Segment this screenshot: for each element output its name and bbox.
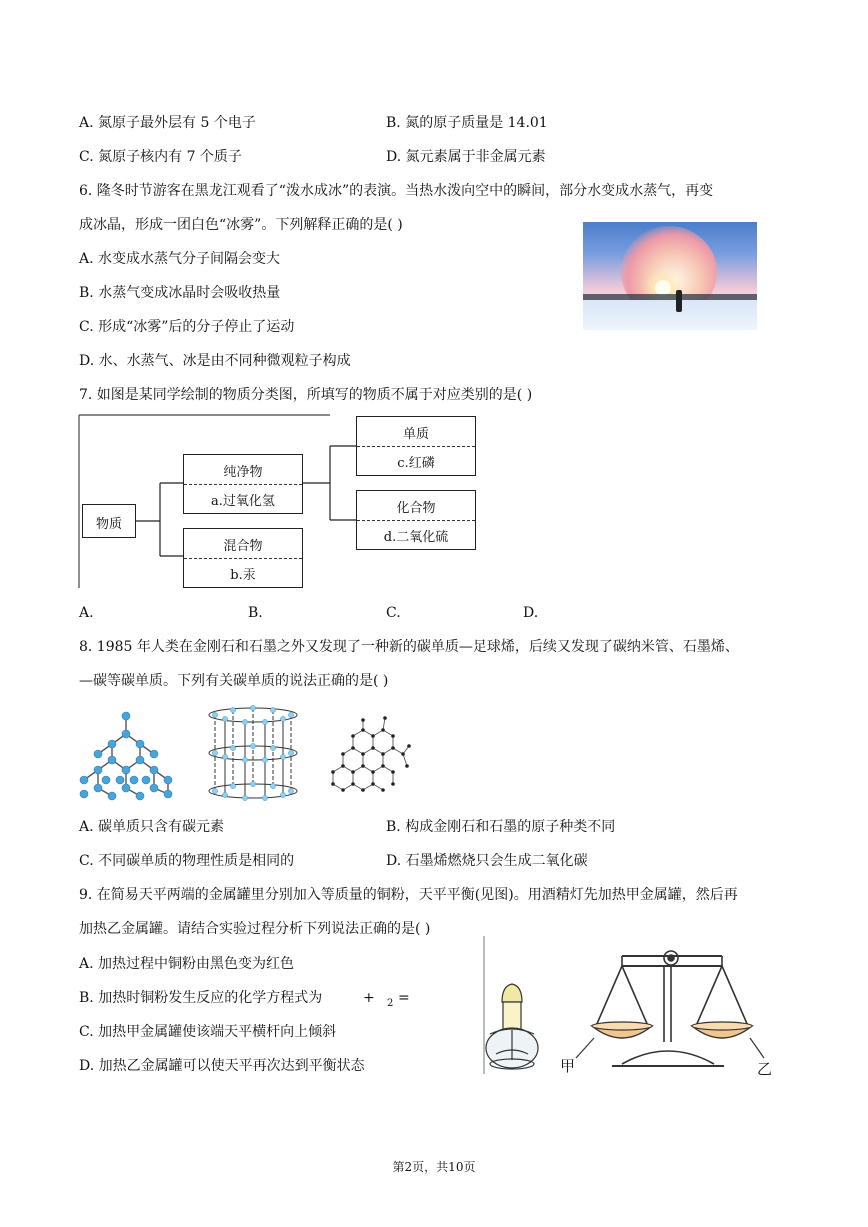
node-substance-label: 物质 <box>95 517 122 532</box>
right-pan-icon <box>692 1022 752 1038</box>
q7-option-a: A. <box>79 605 94 621</box>
q9-stem-line2: 加热乙金属罐。请结合实验过程分析下列说法正确的是( ) <box>79 921 431 937</box>
q8-option-b: B. 构成金刚石和石墨的原子种类不同 <box>386 819 616 835</box>
node-mixture-example: b.汞 <box>230 568 256 583</box>
q8-option-c: C. 不同碳单质的物理性质是相同的 <box>79 853 295 869</box>
q9-option-c: C. 加热甲金属罐使该端天平横杆向上倾斜 <box>79 1024 337 1040</box>
node-element-example: c.红磷 <box>397 456 435 471</box>
node-mixture-label: 混合物 <box>223 539 263 554</box>
graphite-structure-figure <box>203 705 305 801</box>
q5-option-c: C. 氮原子核内有 7 个质子 <box>79 149 242 165</box>
q9-equation-plus: + <box>363 990 375 1006</box>
q6-stem-line2: 成冰晶，形成一团白色“冰雾”。下列解释正确的是( ) <box>79 217 403 233</box>
node-substance <box>82 504 136 538</box>
q5-option-b: B. 氮的原子质量是 14.01 <box>386 115 548 131</box>
q8-option-a: A. 碳单质只含有碳元素 <box>79 819 225 835</box>
q8-option-d: D. 石墨烯燃烧只会生成二氧化碳 <box>386 853 588 869</box>
q7-option-d: D. <box>523 605 539 621</box>
node-compound-example: d.二氧化硫 <box>383 530 449 545</box>
q5-option-a: A. 氮原子最外层有 5 个电子 <box>79 115 256 131</box>
q9-stem-line1: 9. 在简易天平两端的金属罐里分别加入等质量的铜粉，天平平衡(见图)。用酒精灯先加热甲金属罐，然后再 <box>79 887 738 903</box>
q9-option-a: A. 加热过程中铜粉由黑色变为红色 <box>79 956 295 972</box>
balance-label-jia: 甲 <box>560 1057 576 1075</box>
q6-option-a: A. 水变成水蒸气分子间隔会变大 <box>79 251 281 267</box>
node-mixture <box>183 528 303 588</box>
node-compound <box>356 490 476 550</box>
balance-label-yi: 乙 <box>757 1060 773 1078</box>
q7-option-b: B. <box>248 605 263 621</box>
q9-option-b: B. 加热时铜粉发生反应的化学方程式为 <box>79 990 323 1006</box>
q9-equation-subscript: 2 <box>387 998 394 1009</box>
node-element <box>356 416 476 476</box>
q6-option-d: D. 水、水蒸气、冰是由不同种微观粒子构成 <box>79 353 351 369</box>
q9-option-d: D. 加热乙金属罐可以使天平再次达到平衡状态 <box>79 1058 365 1074</box>
q8-stem-line1: 8. 1985 年人类在金刚石和石墨之外又发现了一种新的碳单质—足球烯，后续又发现了碳纳米管、石墨烯、 <box>79 639 739 655</box>
q7-option-c: C. <box>386 605 401 621</box>
q5-option-d: D. 氮元素属于非金属元素 <box>386 149 546 165</box>
node-element-label: 单质 <box>402 427 429 442</box>
q9-equation-equals: = <box>398 990 410 1006</box>
balance-experiment-figure <box>482 934 782 1080</box>
diamond-structure-figure <box>76 708 188 802</box>
node-pure-example: a.过氧化氢 <box>211 494 275 509</box>
node-compound-label: 化合物 <box>396 501 436 516</box>
q6-option-b: B. 水蒸气变成冰晶时会吸收热量 <box>79 285 281 301</box>
node-pure-substance <box>183 454 303 514</box>
q6-option-c: C. 形成“冰雾”后的分子停止了运动 <box>79 319 295 335</box>
left-pan-icon <box>592 1022 652 1038</box>
q8-stem-line2: —碳等碳单质。下列有关碳单质的说法正确的是( ) <box>79 673 389 689</box>
page-number-footer: 第2页，共10页 <box>392 1160 476 1174</box>
q6-stem-line1: 6. 隆冬时节游客在黑龙江观看了“泼水成冰”的表演。当热水泼向空中的瞬间，部分水变成水蒸气，再变 <box>79 183 714 199</box>
node-pure-label: 纯净物 <box>223 465 263 480</box>
graphene-structure-figure <box>323 712 415 798</box>
q7-stem: 7. 如图是某同学绘制的物质分类图，所填写的物质不属于对应类别的是( ) <box>79 387 533 403</box>
alcohol-lamp-icon <box>486 984 538 1069</box>
